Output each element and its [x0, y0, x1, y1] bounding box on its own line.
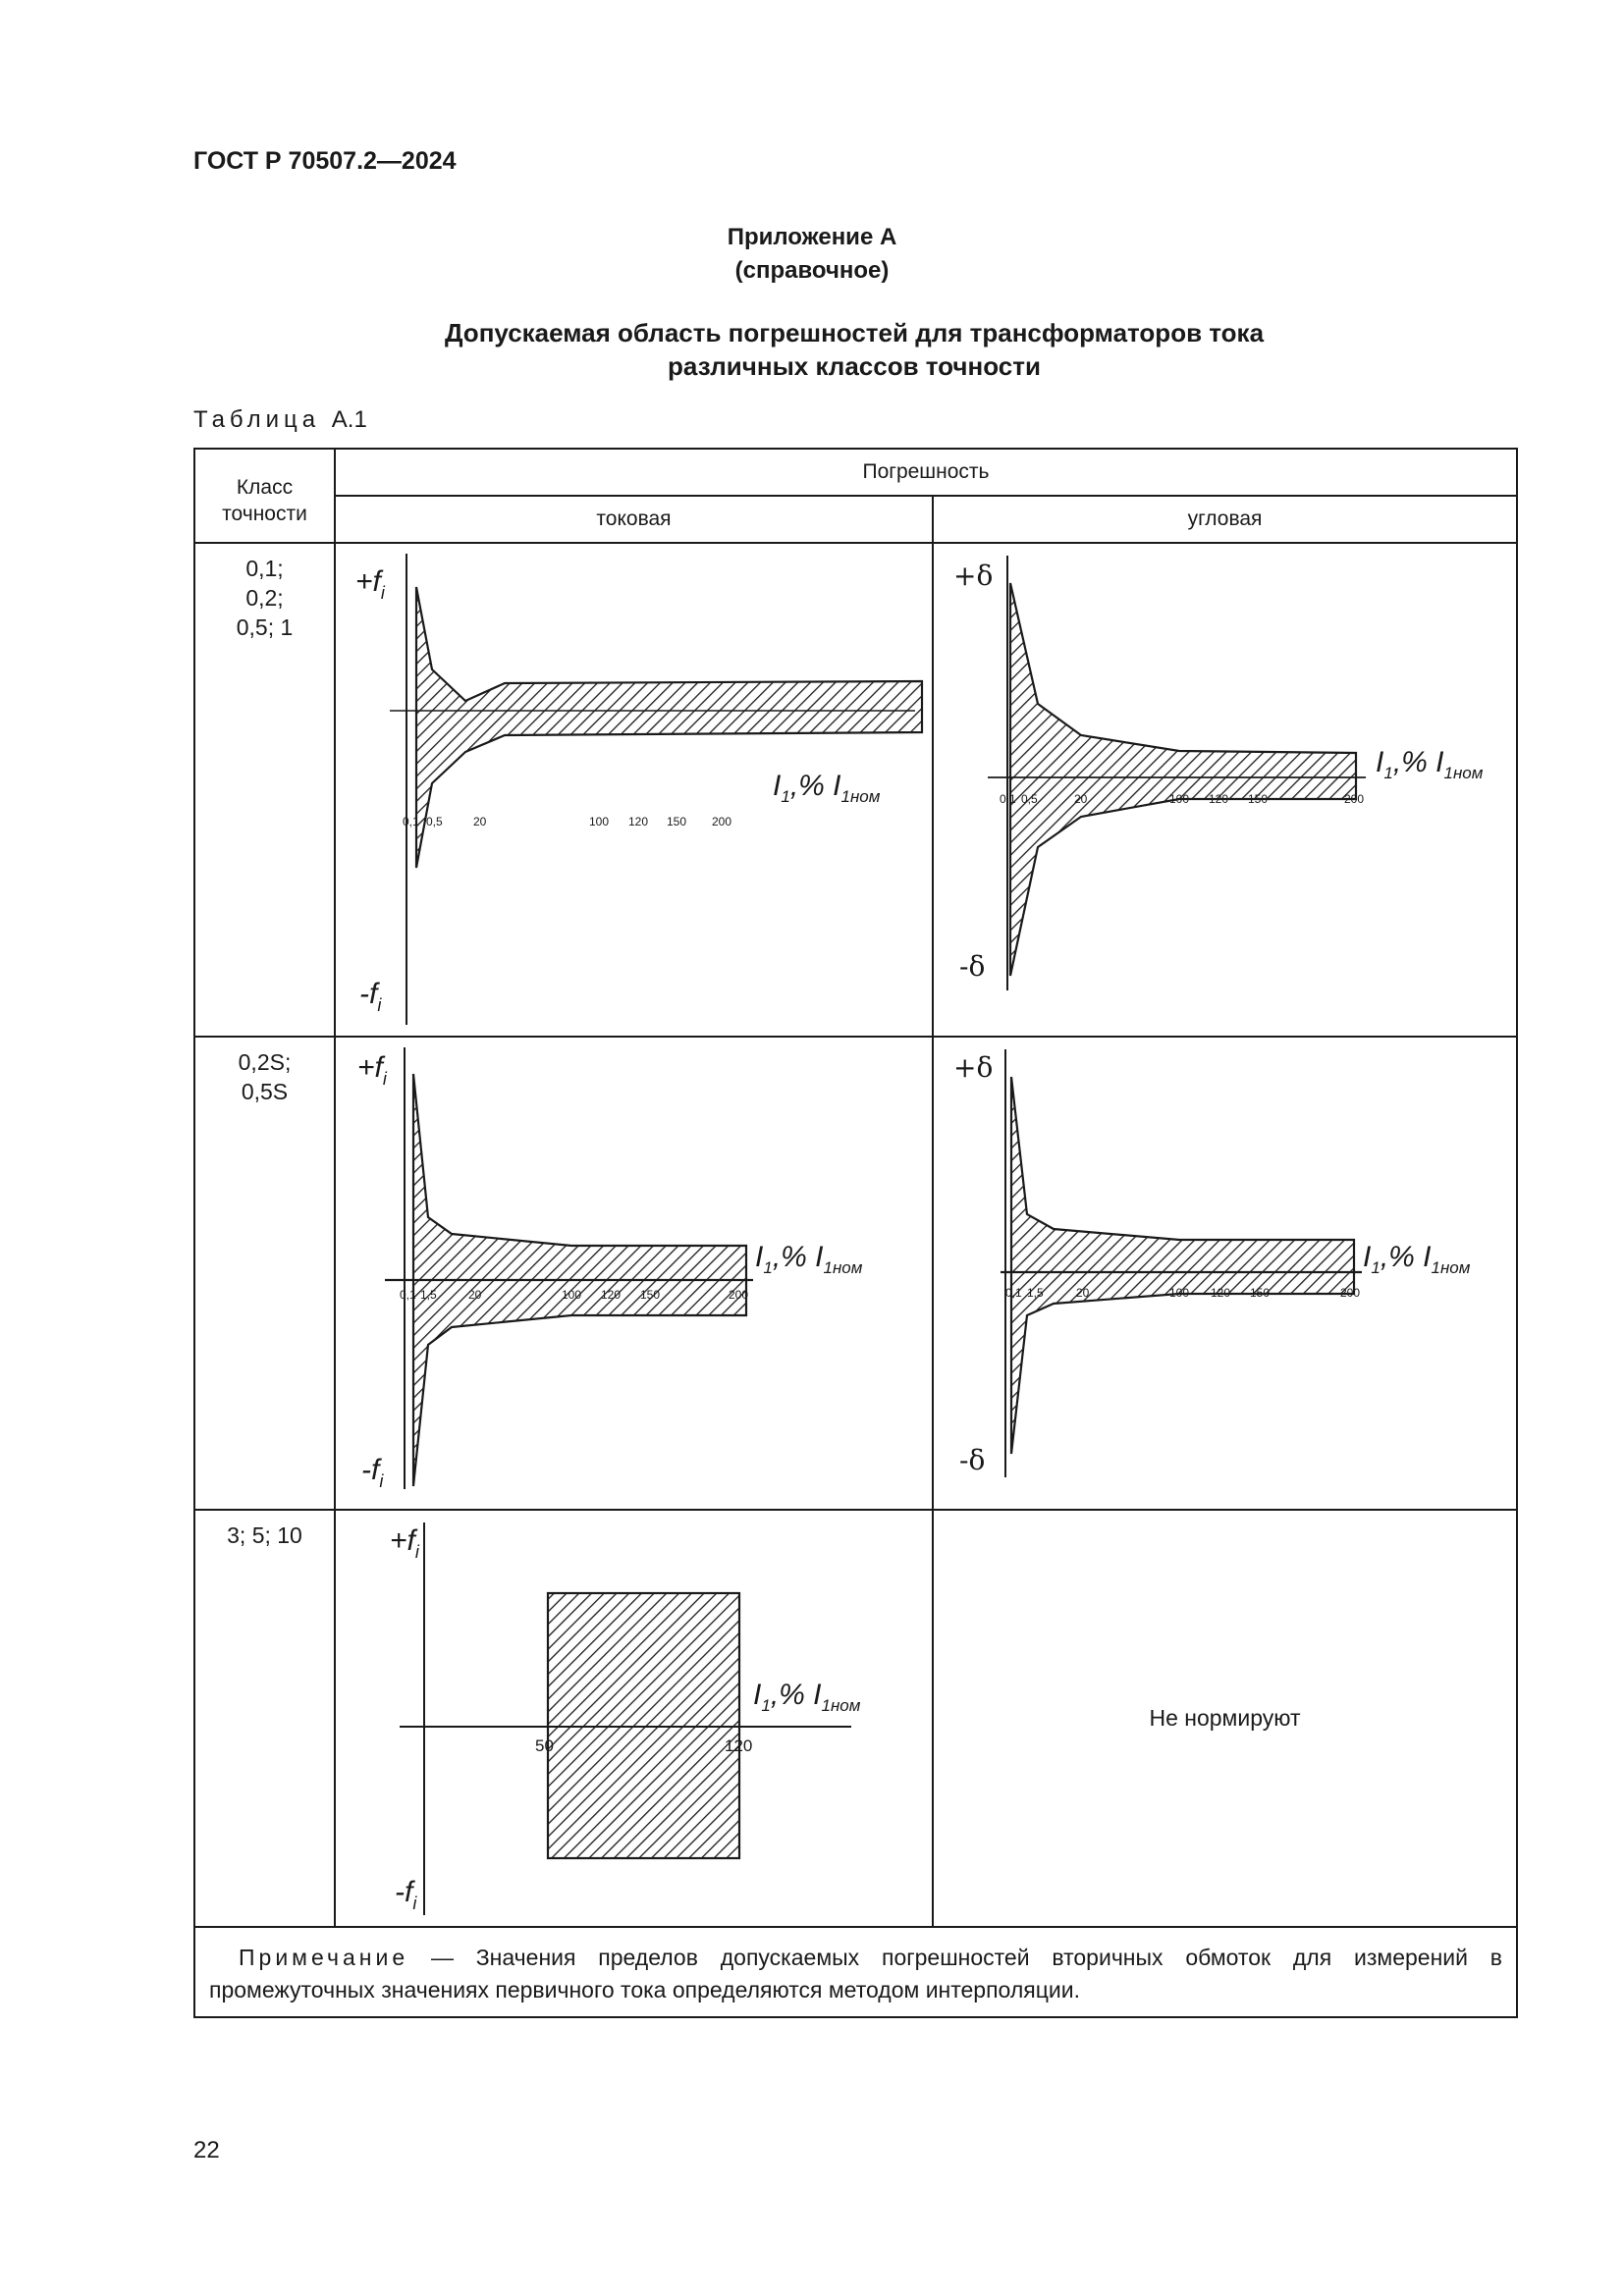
tick-label: 20: [473, 815, 487, 828]
x-axis-label: $I_1,\%$ $I_{1ном}$: [753, 1679, 861, 1715]
current-error-graph-3: [336, 1511, 932, 1925]
tick-label: 20: [468, 1288, 482, 1302]
table-note: [194, 1927, 1517, 2017]
current-error-graph-2: [336, 1038, 932, 1508]
plus-fi-label: $+f_i$: [355, 565, 385, 603]
class-cell-1: [194, 543, 335, 1037]
header-error: Погрешность: [335, 449, 1517, 496]
tick-labels: [403, 815, 731, 828]
tick-label: 120: [1209, 792, 1229, 806]
class-cell-3: 3; 5; 10: [194, 1510, 335, 1927]
table-label: [193, 406, 367, 434]
table-label-number: А.1: [331, 406, 367, 433]
tick-label: 120: [628, 815, 649, 828]
plus-delta-label: +δ: [953, 1051, 994, 1084]
accuracy-table: [193, 448, 1518, 2018]
minus-fi-label: $-f_i$: [359, 978, 382, 1015]
plus-fi-label: $+f_i$: [357, 1051, 387, 1089]
tick-label: 100: [589, 815, 610, 828]
tick-label: 150: [1250, 1286, 1271, 1300]
plus-fi-label: $+f_i$: [390, 1524, 419, 1562]
table-label-word: Таблица: [193, 406, 321, 433]
angular-error-graph-1: [934, 544, 1516, 1035]
tick-label: 1,5: [420, 1288, 437, 1302]
x-axis-label: $I_1,\%$ $I_{1ном}$: [755, 1241, 863, 1277]
tick-label: 200: [729, 1288, 749, 1302]
tick-label: 120: [601, 1288, 622, 1302]
minus-delta-label: -δ: [959, 950, 986, 983]
tick-label: 1,5: [1027, 1286, 1044, 1300]
section-heading-line1: Допускаемая область погрешностей для трансформаторов тока: [444, 318, 1265, 347]
x-axis-label: $I_1,\%$ $I_{1ном}$: [1363, 1241, 1471, 1277]
section-heading-line2: различных классов точности: [668, 351, 1041, 381]
tolerance-zone: [1011, 1077, 1354, 1454]
minus-delta-label: -δ: [959, 1444, 986, 1476]
tick-label: 120: [1211, 1286, 1231, 1300]
header-class: Класс точности: [194, 449, 335, 543]
tick-label: 100: [562, 1288, 582, 1302]
class-label-2: 0,2S; 0,5S: [238, 1049, 292, 1104]
minus-fi-label: $-f_i$: [395, 1876, 417, 1913]
header-current-error: токовая: [335, 496, 933, 543]
header-angular-error: угловая: [933, 496, 1517, 543]
page-number: 22: [193, 2137, 220, 2163]
note-lead: Примечание: [239, 1945, 409, 1970]
angular-not-normalized: Не нормируют: [933, 1510, 1517, 1927]
tick-label: 20: [1076, 1286, 1090, 1300]
tick-label: 150: [640, 1288, 661, 1302]
appendix-title: Приложение А: [727, 224, 897, 250]
tick-label: 0,1: [403, 815, 419, 828]
tick-label: 0,5: [1021, 792, 1038, 806]
class-cell-2: [194, 1037, 335, 1510]
tick-label: 120: [725, 1736, 753, 1755]
tick-label: 0,1: [1000, 792, 1016, 806]
note-text: — Значения пределов допускаемых погрешностей вторичных обмоток для измерений в промежуточных значениях первичного тока определяются методом интерполяции.: [209, 1945, 1503, 2002]
graph-current-row1: [335, 543, 933, 1037]
minus-fi-label: $-f_i$: [361, 1454, 384, 1491]
tolerance-zone: [1010, 583, 1356, 976]
tick-label: 50: [535, 1736, 554, 1755]
tick-label: 150: [667, 815, 687, 828]
graph-current-row2: [335, 1037, 933, 1510]
tick-label: 20: [1074, 792, 1088, 806]
tick-label: 0,5: [426, 815, 443, 828]
tick-label: 150: [1248, 792, 1269, 806]
angular-error-graph-2: [934, 1038, 1516, 1508]
current-error-graph-1: [336, 544, 932, 1035]
tick-label: 200: [712, 815, 732, 828]
tick-label: 100: [1169, 1286, 1190, 1300]
document-code: ГОСТ Р 70507.2—2024: [193, 147, 457, 175]
graph-angular-row1: [933, 543, 1517, 1037]
tick-label: 0,1: [400, 1288, 416, 1302]
tick-label: 200: [1340, 1286, 1361, 1300]
plus-delta-label: +δ: [953, 560, 994, 592]
graph-current-row3: [335, 1510, 933, 1927]
tick-label: 0,1: [1005, 1286, 1022, 1300]
class-label-1: 0,1; 0,2; 0,5; 1: [236, 556, 294, 640]
appendix-subtitle: (справочное): [734, 257, 890, 284]
tick-label: 100: [1169, 792, 1190, 806]
tick-label: 200: [1344, 792, 1365, 806]
x-axis-label: $I_1,\%$ $I_{1ном}$: [773, 770, 881, 806]
graph-angular-row2: [933, 1037, 1517, 1510]
x-axis-label: $I_1,\%$ $I_{1ном}$: [1376, 746, 1484, 782]
